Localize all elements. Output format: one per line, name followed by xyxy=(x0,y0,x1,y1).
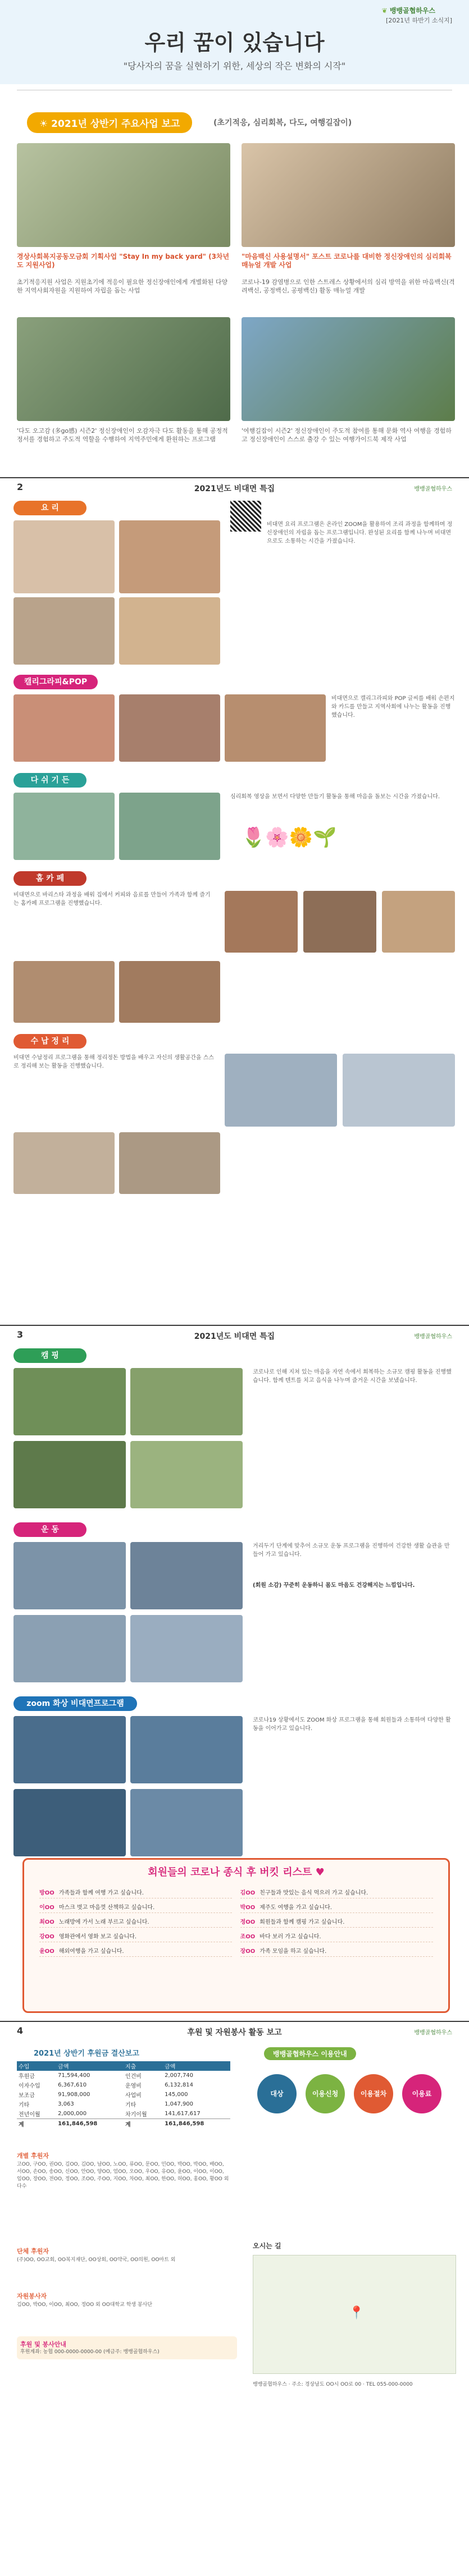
volunteer-title: 자원봉사자 xyxy=(17,2293,47,2300)
photo-cooking-1 xyxy=(13,520,115,593)
pill-garden: 다 쉬 기 든 xyxy=(13,773,86,788)
fin-cell: 전년이월 xyxy=(19,2112,40,2118)
camping-text: 코로나로 인해 지쳐 있는 마음을 자연 속에서 회복하는 소규모 캠핑 활동을 진행했습니다. 함께 텐트를 치고 음식을 나누며 즐거운 시간을 보냈습니다. xyxy=(253,1369,452,1384)
bucket-wish: 회원들과 함께 캠핑 가고 싶습니다. xyxy=(259,1919,345,1925)
photo-storage-3 xyxy=(13,1132,115,1194)
fin-h2: 지출 xyxy=(125,2064,136,2070)
pill-exercise: 운 동 xyxy=(13,1522,86,1537)
fin-cell: 1,047,900 xyxy=(165,2101,194,2107)
fin-h3: 금액 xyxy=(165,2064,176,2070)
fin-cell: 사업비 xyxy=(125,2093,142,2099)
account-title: 후원 및 봉사안내 xyxy=(20,2341,67,2348)
bucket-name: 윤OO xyxy=(39,1948,54,1955)
fin-row xyxy=(17,2109,230,2119)
bucket-name: 김OO xyxy=(240,1890,256,1896)
section-4-title: 후원 및 자원봉사 활동 보고 xyxy=(187,2028,282,2037)
bucket-wish: 바다 보러 가고 싶습니다. xyxy=(259,1934,321,1940)
account-text: 후원계좌: 농협 000-0000-0000-00 (예금주: 뱅뱅골협하우스) xyxy=(20,2349,160,2355)
bucket-wish: 해외여행을 가고 싶습니다. xyxy=(58,1948,124,1955)
block-tea-text: '다도 오고감 (多go感) 시즌2' 정신장애인이 오감자극 다도 활동을 통해 공정적 정서를 경험하고 주도적 역할을 수행하여 지역주민에게 환원하는 프로그램 xyxy=(17,427,228,443)
bucket-row xyxy=(240,1944,433,1957)
bucket-list-box xyxy=(22,1858,450,2013)
bucket-name: 장OO xyxy=(240,1948,256,1955)
bucket-name: 정OO xyxy=(240,1919,256,1925)
photo-garden-1 xyxy=(13,793,115,860)
section-1 xyxy=(0,95,469,477)
fin-cell: 145,000 xyxy=(165,2092,188,2098)
flow-steps xyxy=(253,2070,455,2118)
photo-mind-vaccine xyxy=(242,143,455,247)
bucket-list-section xyxy=(0,1858,469,2015)
photo-ex-3 xyxy=(13,1615,126,1682)
section-3-logo: 뱅뱅골협하우스 xyxy=(414,1334,452,1340)
section-1-subtitle: (초기적응, 심리회복, 다도, 여행길잡이) xyxy=(213,118,352,127)
fin-row xyxy=(17,2071,230,2080)
fin-cell: 6,367,610 xyxy=(58,2082,87,2088)
volunteer-text: 김OO, 박OO, 이OO, 최OO, 정OO 외 OO대학교 학생 봉사단 xyxy=(17,2302,153,2308)
photo-zoom-2 xyxy=(130,1716,243,1783)
photo-cafe-2 xyxy=(303,891,376,953)
fin-h0: 수입 xyxy=(19,2064,30,2070)
section-4 xyxy=(0,2021,469,2576)
photo-camp-2 xyxy=(130,1368,243,1435)
group-title: 단체 후원자 xyxy=(17,2248,49,2255)
photo-storage-2 xyxy=(343,1054,455,1127)
bucket-name: 조OO xyxy=(240,1934,256,1940)
block-initial-title: 경상사회복지공동모금회 기획사업 "Stay In my back yard" (3차년도 지원사업) xyxy=(17,253,230,269)
finance-body xyxy=(17,2071,230,2119)
block-initial-desc: 초기적응지원 사업은 지원초기에 적응이 필요한 정신장애인에게 개별화된 다양한 지역사회자원을 지원하여 자립을 돕는 사업 xyxy=(17,278,228,294)
photo-ex-4 xyxy=(130,1615,243,1682)
photo-cafe-1 xyxy=(225,891,298,953)
photo-cooking-3 xyxy=(13,597,115,665)
fin-cell: 기타 xyxy=(19,2102,30,2108)
fin-row xyxy=(17,2080,230,2090)
fin-total-1: 161,846,598 xyxy=(58,2121,98,2127)
fin-cell: 인건비 xyxy=(125,2074,142,2080)
fin-cell: 6,132,814 xyxy=(165,2082,194,2088)
fin-cell: 3,063 xyxy=(58,2101,74,2107)
bucket-name: 이OO xyxy=(39,1905,54,1911)
fin-total-2: 계 xyxy=(125,2122,131,2128)
bucket-row xyxy=(240,1930,433,1942)
fin-cell: 71,594,400 xyxy=(58,2072,90,2079)
bucket-wish: 마스크 벗고 마음껏 산책하고 싶습니다. xyxy=(58,1905,155,1911)
fin-row xyxy=(17,2099,230,2109)
exercise-text: 거리두기 단계에 맞추어 소규모 운동 프로그램을 진행하여 건강한 생활 습관을 만들어 가고 있습니다. xyxy=(253,1543,450,1558)
photo-tea xyxy=(17,317,230,421)
flower-pot-icon: 🌷🌸🌼🌱 xyxy=(242,826,337,849)
sun-icon: ☀ xyxy=(39,118,52,130)
photo-garden-2 xyxy=(119,793,220,860)
bucket-list-rows xyxy=(35,1885,437,1958)
calligraphy-text: 비대면으로 캘리그라피와 POP 글씨를 배워 손편지와 카드를 만들고 지역사회에 나누는 활동을 진행했습니다. xyxy=(331,696,455,719)
bucket-row xyxy=(240,1886,433,1898)
map-marker-icon: 📍 xyxy=(349,2306,365,2320)
issue-label: [2021년 하반기 소식지] xyxy=(386,17,452,24)
photo-cafe-3 xyxy=(382,891,455,953)
photo-camp-4 xyxy=(130,1441,243,1508)
section-3-title: 2021년도 비대면 특집 xyxy=(194,1332,275,1341)
account-box xyxy=(17,2336,237,2359)
bucket-row xyxy=(39,1915,232,1928)
photo-zoom-3 xyxy=(13,1789,126,1856)
photo-cafe-4 xyxy=(13,961,115,1023)
bucket-wish: 가족 모임을 하고 싶습니다. xyxy=(259,1948,327,1955)
fin-cell: 차기이월 xyxy=(125,2112,147,2118)
block-travel-text: '여행길잡이 시즌2' 정신장애인이 주도적 참여를 통해 문화 역사 여행을 경험하고 정신장애인이 스스로 출강 수 있는 여행가이드북 제작 사업 xyxy=(242,427,452,443)
bucket-wish: 가족들과 함께 여행 가고 싶습니다. xyxy=(58,1890,144,1896)
photo-cooking-4 xyxy=(119,597,220,665)
subtitle: "당사자의 꿈을 실현하기 위한, 세상의 작은 변화의 시작" xyxy=(123,61,346,71)
fin-h1: 금액 xyxy=(58,2064,69,2070)
section-4-logo: 뱅뱅골협하우스 xyxy=(414,2030,452,2036)
photo-calli-3 xyxy=(225,694,326,762)
fin-cell: 후원금 xyxy=(19,2074,35,2080)
fin-total-3: 161,846,598 xyxy=(165,2121,204,2127)
block-vaccine-desc: 코로나-19 감염병으로 인한 스트레스 상황에서의 심리 방역을 위한 마음백신(격려백신, 공정백신, 공평백신) 활동 매뉴얼 개발 xyxy=(242,278,455,294)
cooking-text: 비대면 요리 프로그램은 온라인 ZOOM을 활용하여 조리 과정을 함께하며 정신장애인의 자립을 돕는 프로그램입니다. 완성된 요리를 함께 나누며 비대면으로도 소통하는 시간을 가졌습니다. xyxy=(267,521,453,545)
bucket-name: 방OO xyxy=(39,1890,54,1896)
zoom-text: 코로나19 상황에서도 ZOOM 화상 프로그램을 통해 회원들과 소통하며 다양한 활동을 이어가고 있습니다. xyxy=(253,1717,451,1732)
fin-row xyxy=(17,2090,230,2099)
exercise-quote: (회원 소감) 꾸준히 운동하니 몸도 마음도 건강해지는 느낌입니다. xyxy=(253,1582,415,1589)
garden-text: 심리회복 영상을 보면서 다양한 만들기 활동을 통해 마음을 돌보는 시간을 가졌습니다. xyxy=(230,794,440,800)
bucket-row xyxy=(240,1901,433,1913)
leaf-icon: ❦ xyxy=(381,7,388,15)
photo-cafe-5 xyxy=(119,961,220,1023)
bucket-row xyxy=(39,1944,232,1957)
fin-cell: 141,617,617 xyxy=(165,2111,201,2117)
photo-cooking-2 xyxy=(119,520,220,593)
section-2-title: 2021년도 비대면 특집 xyxy=(194,484,275,493)
fin-cell: 이자수입 xyxy=(19,2083,40,2089)
map-title: 오시는 길 xyxy=(253,2242,281,2250)
donors-text: 고OO, 구OO, 권OO, 김OO, 김OO, 남OO, 노OO, 류OO, 문OO, 민OO, 박OO, 박OO, 배OO, 서OO, 손OO, 송OO, 신OO, 안OO, 양OO, 엄OO, 오OO, 우OO, 유OO, 윤OO, 이OO, 이OO, 임OO, 장OO, 전OO, 정OO, 조OO, 주OO, 지OO, 차OO, 최OO, 한OO, 허OO, 홍OO, 황OO 외 다수 xyxy=(17,2162,229,2189)
bucket-wish: 제주도 여행을 가고 싶습니다. xyxy=(259,1905,332,1911)
section-4-number: 4 xyxy=(17,2025,24,2036)
photo-ex-1 xyxy=(13,1542,126,1609)
photo-ex-2 xyxy=(130,1542,243,1609)
section-2 xyxy=(0,477,469,1326)
fin-cell: 보조금 xyxy=(19,2093,35,2099)
flow-step: 이용료 xyxy=(402,2074,441,2113)
pill-calligraphy: 캘리그라피&POP xyxy=(13,675,98,689)
bucket-row xyxy=(240,1915,433,1928)
page-title: 우리 꿈이 있습니다 xyxy=(144,30,325,55)
bucket-wish: 노래방에 가서 노래 부르고 싶습니다. xyxy=(58,1919,149,1925)
finance-title: 2021년 상반기 후원금 결산보고 xyxy=(34,2049,139,2058)
storage-text: 비대면 수납정리 프로그램을 통해 정리정돈 방법을 배우고 자신의 생활공간을 스스로 정리해 보는 활동을 진행했습니다. xyxy=(13,1055,215,1069)
flow-step: 이용절차 xyxy=(354,2074,393,2113)
flow-step: 이용신청 xyxy=(306,2074,345,2113)
photo-calli-1 xyxy=(13,694,115,762)
bucket-name: 강OO xyxy=(39,1934,54,1940)
map xyxy=(253,2255,456,2374)
finance-table xyxy=(17,2061,230,2129)
group-text: (주)OO, OO교회, OO복지재단, OO상회, OO약국, OO의원, OO마트 외 xyxy=(17,2257,176,2263)
photo-storage-4 xyxy=(119,1132,220,1194)
pill-homecafe: 홈 카 페 xyxy=(13,871,86,886)
bucket-wish: 영화관에서 영화 보고 싶습니다. xyxy=(58,1934,137,1940)
homecafe-text: 비대면으로 바리스타 과정을 배워 집에서 커피와 음료를 만들어 가족과 함께 즐기는 홈카페 프로그램을 진행했습니다. xyxy=(13,892,211,907)
logo: ❦ 뱅뱅골협하우스 xyxy=(381,7,435,15)
header xyxy=(0,0,469,84)
photo-camp-1 xyxy=(13,1368,126,1435)
bucket-name: 박OO xyxy=(240,1905,256,1911)
section-1-badge: ☀ 2021년 상반기 주요사업 보고 xyxy=(27,112,192,133)
pill-camping: 캠 핑 xyxy=(13,1348,86,1363)
bucket-name: 최OO xyxy=(39,1919,54,1925)
photo-travel xyxy=(242,317,455,421)
contact-text: 뱅뱅골협하우스 · 주소: 경상남도 OO시 OO로 00 · TEL 055-000-0000 xyxy=(253,2382,413,2387)
photo-camp-3 xyxy=(13,1441,126,1508)
bucket-row xyxy=(39,1930,232,1942)
section-2-logo: 뱅뱅골협하우스 xyxy=(414,486,452,492)
flow-step: 대상 xyxy=(257,2074,297,2113)
fin-cell: 운영비 xyxy=(125,2083,142,2089)
pill-cooking: 요 리 xyxy=(13,501,86,515)
fin-total-0: 계 xyxy=(19,2122,24,2128)
fin-cell: 기타 xyxy=(125,2102,136,2108)
bucket-list-title: 회원들의 코로나 종식 후 버킷 리스트 ♥ xyxy=(148,1866,325,1878)
donors-title: 개별 후원자 xyxy=(17,2152,49,2159)
pill-storage: 수 납 정 리 xyxy=(13,1034,86,1049)
bucket-row xyxy=(39,1901,232,1913)
flow-title: 뱅뱅골협하우스 이용안내 xyxy=(264,2047,356,2060)
photo-initial-support xyxy=(17,143,230,247)
pill-zoom: zoom 화상 비대면프로그램 xyxy=(13,1696,137,1711)
bucket-row xyxy=(39,1886,232,1898)
photo-storage-1 xyxy=(225,1054,337,1127)
photo-zoom-1 xyxy=(13,1716,126,1783)
photo-zoom-4 xyxy=(130,1789,243,1856)
bucket-wish: 친구들과 맛있는 음식 먹으러 가고 싶습니다. xyxy=(259,1890,368,1896)
qr-code xyxy=(230,501,261,532)
section-2-number: 2 xyxy=(17,482,24,492)
block-vaccine-title: "마음백신 사용설명서" 포스트 코로나를 대비한 정신장애인의 심리회복 매뉴얼 개발 사업 xyxy=(242,253,452,269)
fin-cell: 2,007,740 xyxy=(165,2072,194,2079)
section-3 xyxy=(0,1325,469,1949)
photo-calli-2 xyxy=(119,694,220,762)
fin-cell: 91,908,000 xyxy=(58,2092,90,2098)
fin-cell: 2,000,000 xyxy=(58,2111,87,2117)
section-3-number: 3 xyxy=(17,1329,24,1340)
